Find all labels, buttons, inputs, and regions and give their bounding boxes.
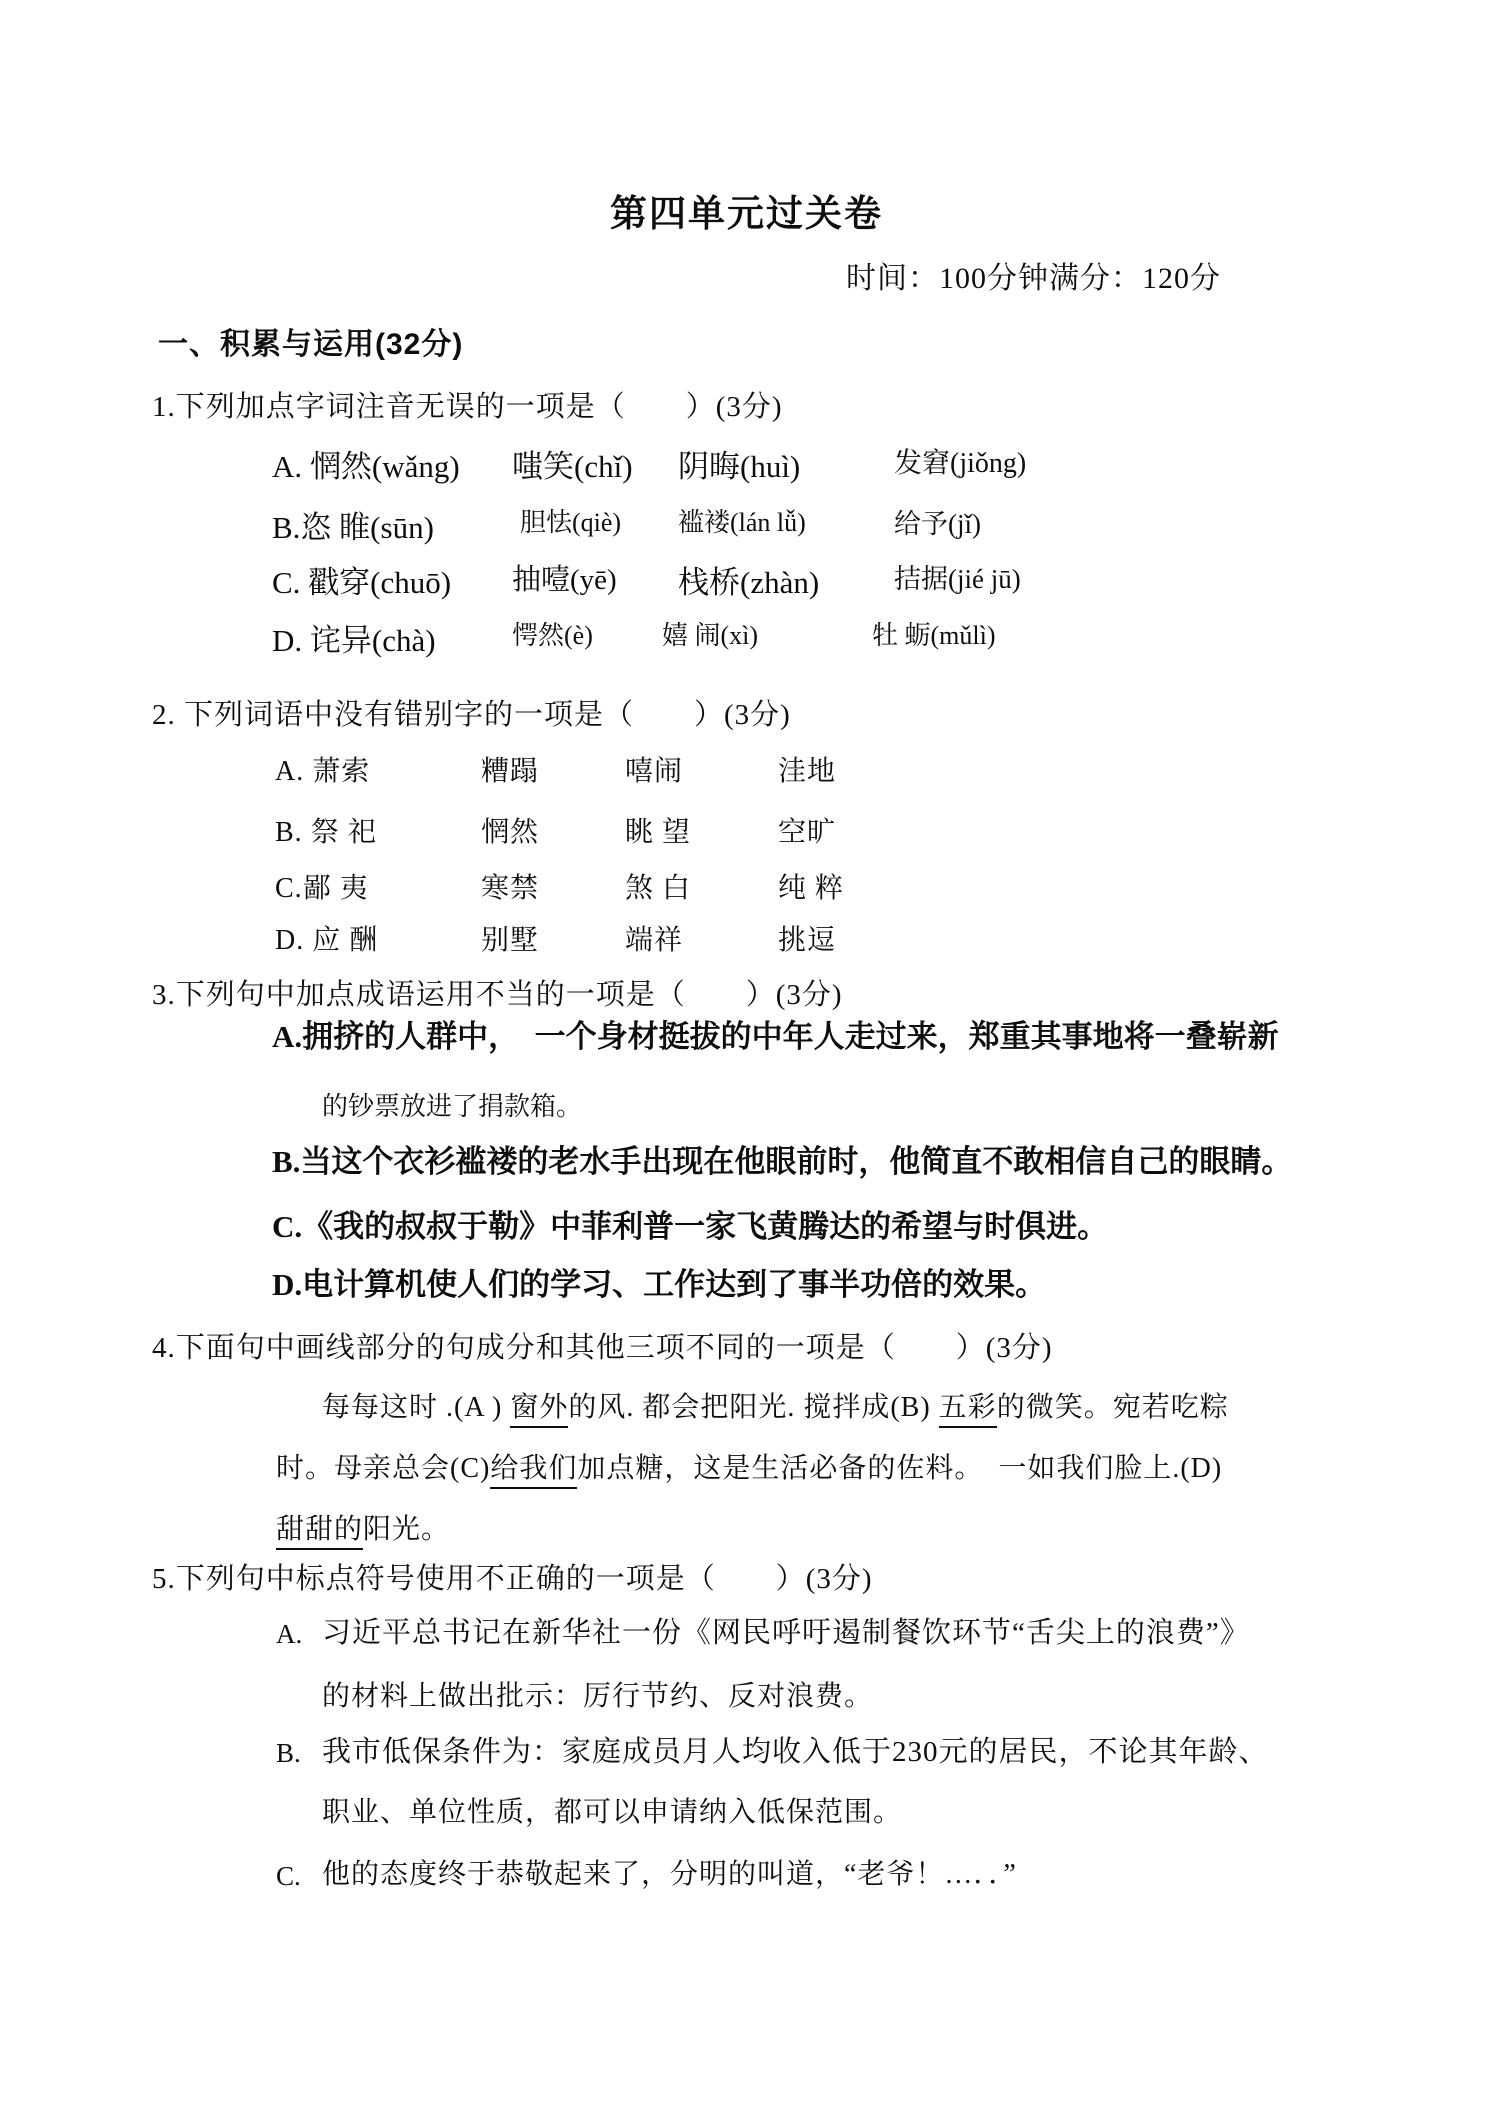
q5-option-b-line2: 职业、单位性质，都可以申请纳入低保范围。 [322,1797,903,1828]
option-label: D. 诧异(chà) [272,623,436,658]
q3-stem: 3.下列句中加点成语运用不当的一项是（ ）(3分) [152,979,843,1011]
option-label: C. [272,1209,303,1244]
q4-sentence-line3 [276,1512,450,1547]
option-item: 诧异(chà) [309,623,436,658]
q5-option-a-line1: 习近平总书记在新华社一份《网民呼吁遏制餐饮环节“舌尖上的浪费”》 [322,1617,1250,1649]
page-title: 第四单元过关卷 [610,194,883,235]
option-item: 端祥 [625,925,684,956]
q4-sentence-line2 [276,1451,1222,1486]
option-label: A. 萧索 [275,756,371,787]
option-item: 拮据(jié jū) [894,564,1021,594]
option-item: 牡 蛎(mǔlì) [872,621,996,650]
q3-option-a [272,1018,1279,1057]
option-text: 《我的叔叔于勒》中菲利普一家飞黄腾达的希望与时俱进。 [302,1209,1109,1244]
option-item: 洼地 [778,756,837,787]
time-score-line: 时间：100分钟满分：120分 [846,262,1221,295]
option-label: C. [276,1861,301,1891]
option-label: C.鄙 夷 [275,873,369,904]
option-item: 纯 粹 [778,873,845,904]
option-text: 拥挤的人群中， 一个身材挺拔的中年人走过来，郑重其事地将一叠崭新 [302,1019,1279,1054]
q3-option-c [272,1208,1108,1247]
option-item: 嬉 闹(xì) [662,621,759,650]
option-item: 空旷 [778,817,837,848]
option-item: 褴褛(lán lǚ) [678,508,806,537]
option-item: 寒禁 [481,873,540,904]
option-label: A. [276,1619,303,1649]
q2-stem: 2. 下列词语中没有错别字的一项是（ ）(3分) [152,699,791,731]
option-item: 眺 望 [625,817,692,848]
text-segment: 的风. 都会把阳光. 搅拌成(B) [568,1392,939,1423]
underlined-segment: 窗外 [510,1392,568,1428]
option-label: B.恣 睢(sūn) [272,510,434,545]
q3-option-b [272,1143,1292,1182]
q5-option-b-line1: 我市低保条件为：家庭成员月人均收入低于230元的居民，不论其年龄、 [322,1736,1269,1768]
option-item: 发窘(jiǒng) [894,448,1027,479]
text-segment: 时。母亲总会(C) [276,1453,491,1484]
option-item: 胆怯(qiè) [520,508,622,537]
underlined-segment: 给我们 [490,1453,577,1489]
text-segment: 的微笑。宛若吃粽 [996,1392,1229,1423]
option-label: A. 惘然(wǎng) [272,449,460,484]
option-item: 愕然(è) [512,621,593,650]
option-item: 应 酬 [312,925,379,956]
option-item: 祭 祀 [310,817,377,848]
option-label: D. [272,1267,303,1302]
option-item: 鄙 夷 [302,873,369,904]
text-segment: 每每这时 .(A ) [322,1392,511,1423]
option-item: 挑逗 [778,925,837,956]
option-label: B. [272,1144,301,1179]
q1-stem: 1.下列加点字词注音无误的一项是（ ）(3分) [152,391,783,423]
option-label: B. [276,1738,301,1768]
option-item: 抽噎(yē) [512,564,617,596]
option-item: 戳穿(chuō) [308,565,452,600]
option-item: 恣 睢(sūn) [300,510,434,545]
option-label: B. 祭 祀 [275,817,377,848]
option-item: 萧索 [312,756,371,787]
option-item: 阴晦(huì) [678,449,801,484]
option-item: 嘻闹 [625,756,684,787]
option-item: 给予(jǐ) [894,509,981,539]
option-item: 别墅 [481,925,540,956]
option-text: 电计算机使人们的学习、工作达到了事半功倍的效果。 [302,1267,1047,1302]
q3-option-a-continued: 的钞票放进了捐款箱。 [322,1092,583,1121]
option-item: 煞 白 [625,873,692,904]
option-label: A. [272,1019,303,1054]
q5-option-a-line2: 的材料上做出批示：厉行节约、反对浪费。 [322,1681,874,1712]
option-item: 栈桥(zhàn) [678,565,820,600]
option-text: 当这个衣衫褴褛的老水手出现在他眼前时，他简直不敢相信自己的眼睛。 [300,1144,1293,1179]
q4-stem: 4.下面句中画线部分的句成分和其他三项不同的一项是（ ）(3分) [152,1332,1053,1364]
q5-stem: 5.下列句中标点符号使用不正确的一项是（ ）(3分) [152,1563,873,1595]
text-segment: 阳光。 [363,1514,451,1545]
option-item: 惘然(wǎng) [309,449,460,484]
text-segment: 加点糖，这是生活必备的佐料。 一如我们脸上.(D) [577,1453,1223,1484]
section-heading: 一、积累与运用(32分) [158,328,464,361]
option-item: 糟蹋 [481,756,540,787]
option-item: 惘然 [481,817,540,848]
underlined-segment: 五彩 [939,1392,997,1428]
q4-sentence-line1 [322,1390,1229,1425]
q5-option-c-text: 他的态度终于恭敬起来了，分明的叫道，“老爷！…．．” [322,1859,1017,1890]
option-label: D. 应 酬 [275,925,379,956]
option-label: C. 戳穿(chuō) [272,565,452,600]
underlined-segment: 甜甜的 [276,1514,363,1550]
option-item: 嗤笑(chǐ) [512,449,633,484]
q3-option-d [272,1266,1046,1305]
